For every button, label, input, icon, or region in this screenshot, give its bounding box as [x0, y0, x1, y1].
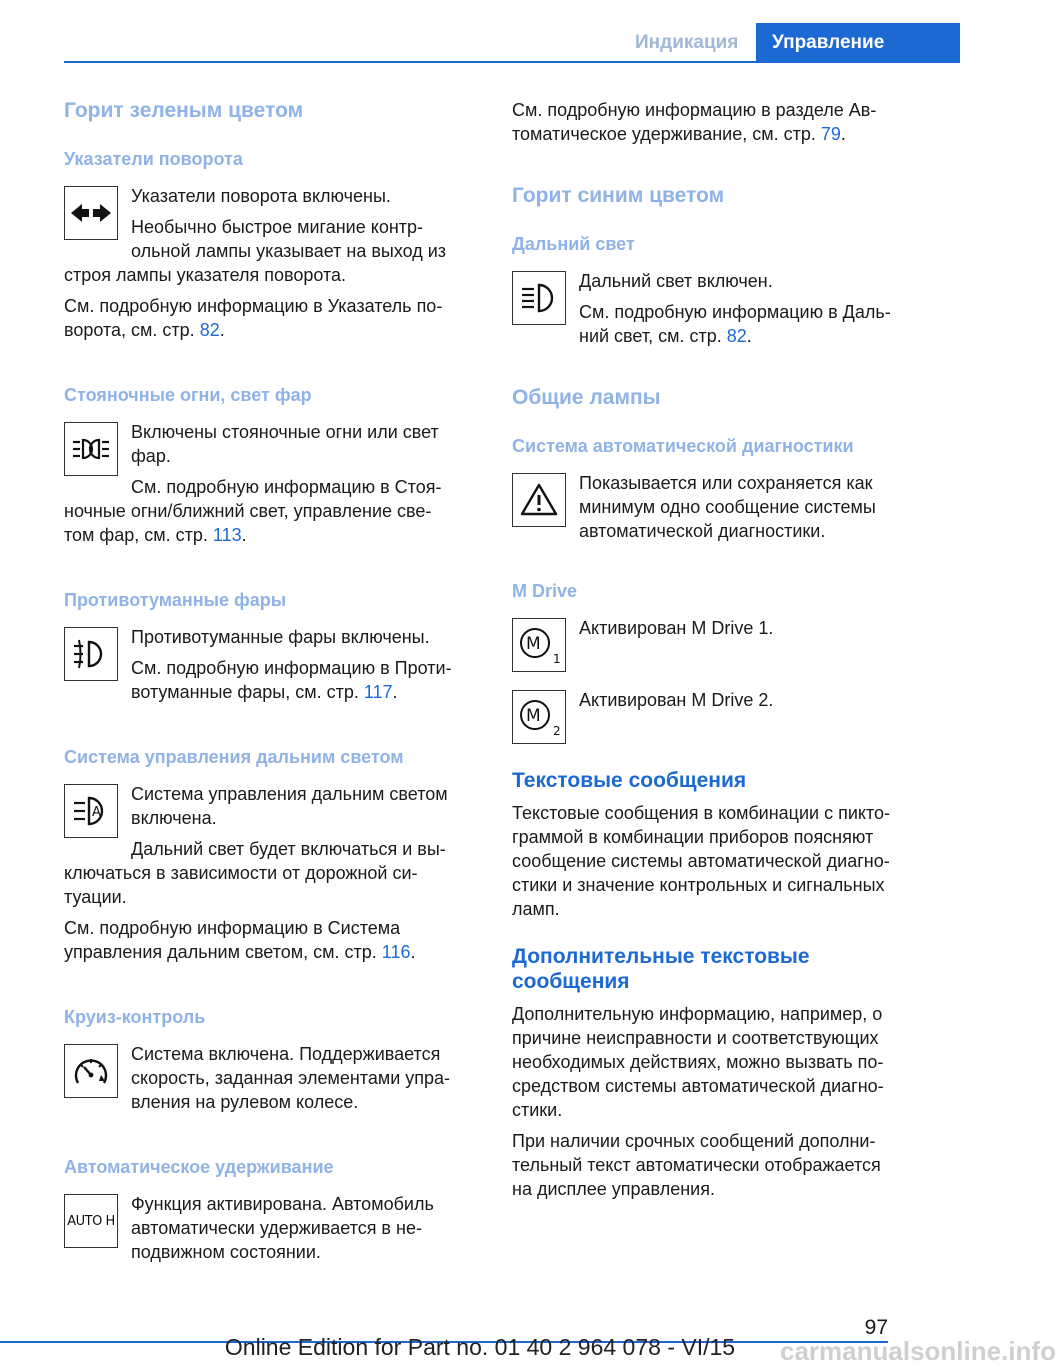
entry-high-beam-assist — [64, 782, 479, 964]
auto-hold-icon — [64, 1194, 118, 1248]
hba-text-1b: включена. — [131, 808, 217, 828]
page-ref-link[interactable]: 113 — [212, 525, 242, 545]
section-title-additional-a: Дополнительные текстовые — [512, 945, 810, 968]
tab-control[interactable]: Управление — [756, 23, 960, 62]
text-msg-1b: граммой в комбинации приборов поясняют — [512, 827, 874, 847]
add-text-1e: стики. — [512, 1100, 563, 1120]
entry-auto-hold — [64, 1192, 479, 1271]
subsection-high-beam-assist: Система управления дальним светом — [64, 747, 404, 767]
park-text-2c: том фар, см. стр. 113. — [64, 525, 247, 545]
high-text-1: Дальний свет включен. — [579, 271, 773, 291]
entry-cruise-control — [64, 1042, 479, 1121]
add-text-1d: средством системы автоматической диагно- — [512, 1076, 884, 1096]
turn-text-2b: ольной лампы указывает на выход из — [131, 241, 447, 261]
svg-text:A: A — [92, 805, 101, 820]
subsection-high-beam: Дальний свет — [512, 234, 635, 254]
cruise-text-1c: вления на рулевом колесе. — [131, 1092, 359, 1112]
mdrive-2-subscript: 2 — [553, 724, 561, 738]
diag-text-1a: Показывается или сохраняется как — [579, 473, 873, 493]
turn-signal-icon — [64, 186, 118, 240]
hold-text-1c: подвижном состоянии. — [131, 1242, 321, 1262]
header-rule — [64, 61, 960, 63]
entry-mdrive-1 — [512, 616, 930, 676]
auto-hold-icon-label: AUTO H — [67, 1213, 115, 1229]
entry-turn-signals — [64, 184, 479, 342]
tab-indication[interactable]: Индикация — [617, 23, 756, 62]
high-beam-assist-icon — [64, 784, 118, 838]
hba-text-3a: См. подробную информацию в Система — [64, 918, 401, 938]
turn-text-2a: Необычно быстрое мигание контр- — [131, 217, 424, 237]
cruise-text-1b: скорость, заданная элементами упра- — [131, 1068, 451, 1088]
mdrive-2-icon — [512, 690, 566, 744]
hba-text-2a: Дальний свет будет включаться и вы- — [131, 839, 446, 859]
text-msg-1e: ламп. — [512, 899, 560, 919]
hba-text-3b: управления дальним светом, см. стр. 116. — [64, 942, 416, 962]
header-tabs — [617, 23, 960, 62]
high-text-2b: ний свет, см. стр. 82. — [579, 326, 752, 346]
cruise-control-icon — [64, 1044, 118, 1098]
high-beam-icon — [512, 271, 566, 325]
add-text-1b: причине неисправности и соответствующих — [512, 1028, 879, 1048]
parking-lights-icon — [64, 422, 118, 476]
entry-parking-lights — [64, 420, 479, 547]
warning-triangle-icon — [512, 473, 566, 527]
svg-text:M: M — [526, 706, 541, 726]
turn-text-3a: См. подробную информацию в Указатель по- — [64, 296, 443, 316]
diag-text-1c: автоматической диагностики. — [579, 521, 826, 541]
text-msg-1d: стики и значение контрольных и сигнальных — [512, 875, 885, 895]
section-title-blue: Горит синим цветом — [512, 184, 725, 207]
right-column — [512, 98, 930, 1208]
add-text-2c: на дисплее управления. — [512, 1179, 715, 1199]
hba-text-2b: ключаться в зависимости от дорожной си- — [64, 863, 418, 883]
page-ref-link[interactable]: 116 — [381, 942, 411, 962]
park-text-2a: См. подробную информацию в Стоя- — [131, 477, 442, 497]
add-text-2a: При наличии срочных сообщений дополни- — [512, 1131, 876, 1151]
page-ref-link[interactable]: 117 — [363, 682, 393, 702]
text-msg-1a: Текстовые сообщения в комбинации с пикто- — [512, 803, 891, 823]
entry-fog-lights — [64, 625, 479, 711]
subsection-turn-signals: Указатели поворота — [64, 149, 243, 169]
edition-text: Online Edition for Part no. 01 40 2 964 078 - VI/15 — [224, 1334, 736, 1360]
mdrive-text-2: Активирован M Drive 2. — [579, 690, 774, 710]
fog-light-icon — [64, 627, 118, 681]
mdrive-1-icon — [512, 618, 566, 672]
park-text-1b: фар. — [131, 446, 171, 466]
subsection-mdrive: M Drive — [512, 581, 578, 601]
page-number: 97 — [864, 1316, 888, 1339]
subsection-fog-lights: Противотуманные фары — [64, 590, 287, 610]
turn-text-3b: ворота, см. стр. 82. — [64, 320, 225, 340]
hold-text-1a: Функция активирована. Автомобиль — [131, 1194, 434, 1214]
add-text-1c: необходимых действиях, можно вызвать по- — [512, 1052, 884, 1072]
entry-diagnostics — [512, 471, 930, 550]
mdrive-text-1: Активирован M Drive 1. — [579, 618, 774, 638]
park-text-1a: Включены стояночные огни или свет — [131, 422, 439, 442]
text-msg-1c: сообщение системы автоматической диагно- — [512, 851, 890, 871]
cruise-text-1a: Система включена. Поддерживается — [131, 1044, 441, 1064]
section-title-green: Горит зеленым цветом — [64, 99, 304, 122]
hold-text-1b: автоматически удерживается в не- — [131, 1218, 422, 1238]
subsection-cruise-control: Круиз-контроль — [64, 1007, 206, 1027]
add-text-1a: Дополнительную информацию, например, о — [512, 1004, 883, 1024]
mdrive-1-subscript: 1 — [553, 652, 561, 666]
svg-text:M: M — [526, 634, 541, 654]
turn-text-1: Указатели поворота включены. — [131, 186, 391, 206]
hba-text-1a: Система управления дальним светом — [131, 784, 448, 804]
high-text-2a: См. подробную информацию в Даль- — [579, 302, 891, 322]
entry-high-beam — [512, 269, 930, 355]
park-text-2b: ночные огни/ближний свет, управление све- — [64, 501, 432, 521]
page-ref-link[interactable]: 82 — [199, 320, 220, 340]
fog-text-1: Противотуманные фары включены. — [131, 627, 430, 647]
subsection-parking-lights: Стояночные огни, свет фар — [64, 385, 312, 405]
entry-mdrive-2 — [512, 688, 930, 748]
left-column — [64, 98, 479, 1271]
page-ref-link[interactable]: 79 — [820, 124, 841, 144]
turn-text-2c: строя лампы указателя поворота. — [64, 265, 347, 285]
fog-text-2a: См. подробную информацию в Проти- — [131, 658, 452, 678]
hold-text-2a: См. подробную информацию в разделе Ав- — [512, 100, 877, 120]
page-ref-link[interactable]: 82 — [726, 326, 747, 346]
subsection-auto-hold: Автоматическое удерживание — [64, 1157, 334, 1177]
subsection-diagnostics: Система автоматической диагностики — [512, 436, 854, 456]
section-title-additional-b: сообщения — [512, 970, 630, 993]
hold-text-2b: томатическое удерживание, см. стр. 79. — [512, 124, 846, 144]
add-text-2b: тельный текст автоматически отображается — [512, 1155, 881, 1175]
section-title-general: Общие лампы — [512, 386, 661, 409]
hba-text-2c: туации. — [64, 887, 127, 907]
watermark: carmanualsonline.info — [780, 1336, 1056, 1366]
fog-text-2b: вотуманные фары, см. стр. 117. — [131, 682, 398, 702]
section-title-text-messages: Текстовые сообщения — [512, 769, 747, 792]
diag-text-1b: минимум одно сообщение системы — [579, 497, 876, 517]
